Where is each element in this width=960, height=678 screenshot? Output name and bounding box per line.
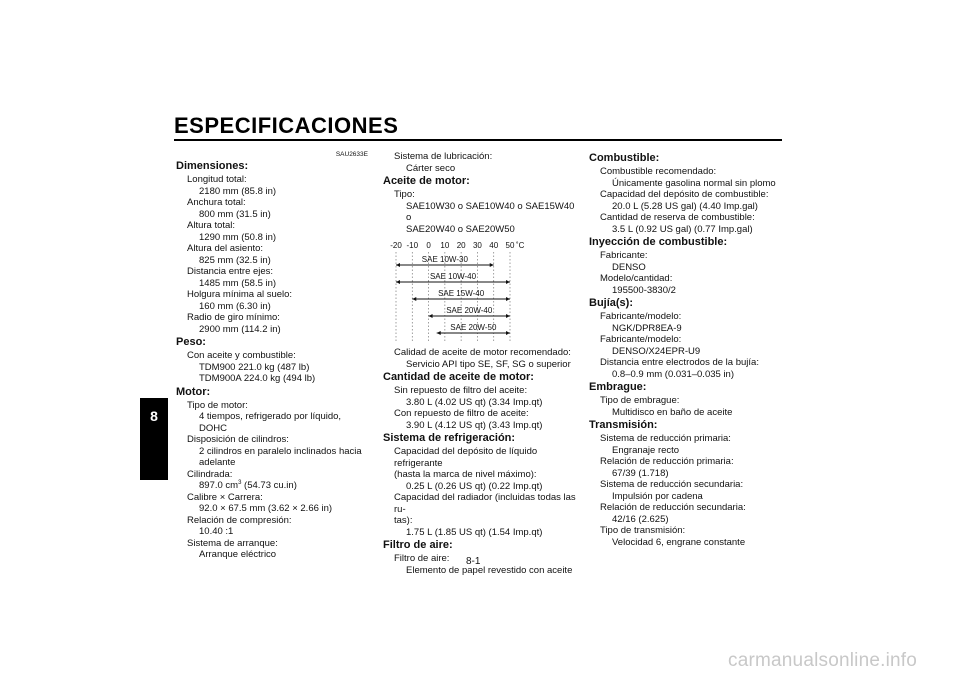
spec-text: Cantidad de reserva de combustible: <box>600 212 755 223</box>
spec-text: Altura total: <box>187 220 236 231</box>
spec-text: Servicio API tipo SE, SF, SG o superior <box>406 358 571 370</box>
section-heading <box>383 432 576 445</box>
spec-text: Altura del asiento: <box>187 243 264 254</box>
spec-value <box>176 457 368 469</box>
spec-value <box>176 526 368 538</box>
section-heading <box>589 297 781 310</box>
spec-text: Tipo de transmisión: <box>600 525 686 536</box>
spec-value <box>589 178 781 190</box>
spec-text: (hasta la marca de nivel máximo): <box>394 469 537 480</box>
spec-value <box>176 301 368 313</box>
section-heading <box>589 236 781 249</box>
viscosity-band-label: SAE 15W-40 <box>438 289 485 298</box>
spec-text: Capacidad del depósito de líquido refrigerante <box>394 446 538 469</box>
spec-text: 3.80 L (4.02 US qt) (3.34 Imp.qt) <box>406 396 543 408</box>
spec-value <box>589 323 781 335</box>
viscosity-band-label: SAE 20W-50 <box>450 323 497 332</box>
spec-text: Capacidad del depósito de combustible: <box>600 189 769 200</box>
spec-label <box>589 357 781 369</box>
spec-text: NGK/DPR8EA-9 <box>612 322 682 334</box>
spec-text: Radio de giro mínimo: <box>187 312 280 323</box>
spec-label <box>176 350 368 362</box>
spec-text: Filtro de aire: <box>394 553 450 564</box>
band-arrowhead <box>396 280 400 284</box>
viscosity-band-label: SAE 10W-30 <box>421 255 468 264</box>
spec-text: Arranque eléctrico <box>199 549 277 560</box>
spec-label <box>589 212 781 224</box>
spec-value <box>383 359 576 371</box>
spec-label <box>383 151 576 163</box>
spec-text: 10.40 :1 <box>199 526 234 537</box>
section-heading <box>176 336 368 349</box>
spec-column-2 <box>383 151 576 576</box>
spec-text: Velocidad 6, engrane constante <box>612 536 746 548</box>
spec-value <box>589 369 781 381</box>
temp-tick-label: 0 <box>426 241 431 250</box>
spec-text: Embrague: <box>589 381 647 393</box>
spec-value <box>176 411 368 434</box>
spec-label <box>589 250 781 262</box>
chapter-tab: 8 <box>140 398 168 480</box>
spec-text: Elemento de papel revestido con aceite <box>406 564 573 576</box>
spec-text: 2900 mm (114.2 in) <box>199 323 281 335</box>
spec-value <box>589 346 781 358</box>
spec-label <box>383 446 576 469</box>
viscosity-band-label: SAE 20W-40 <box>446 306 493 315</box>
spec-label <box>383 408 576 420</box>
spec-text: Distancia entre electrodos de la bujía: <box>600 357 759 368</box>
spec-label <box>589 273 781 285</box>
page-title: ESPECIFICACIONES <box>174 113 399 138</box>
spec-value <box>589 445 781 457</box>
spec-text: Sistema de arranque: <box>187 537 278 549</box>
spec-value <box>176 503 368 515</box>
band-arrowhead <box>437 331 441 335</box>
spec-text: 195500-3830/2 <box>612 284 676 296</box>
spec-value <box>176 324 368 336</box>
spec-text: Disposición de cilindros: <box>187 434 289 445</box>
spec-value <box>176 480 368 492</box>
spec-value <box>589 262 781 274</box>
spec-text: Fabricante/modelo: <box>600 311 682 322</box>
spec-value <box>383 420 576 432</box>
spec-value <box>589 514 781 526</box>
spec-text: SAE20W40 o SAE20W50 <box>406 223 515 235</box>
spec-text: 42/16 (2.625) <box>612 513 669 525</box>
spec-value <box>176 186 368 198</box>
band-arrowhead <box>412 297 416 301</box>
spec-value <box>589 201 781 213</box>
temp-unit: ˚C <box>516 241 525 250</box>
spec-label <box>589 166 781 178</box>
section-heading <box>383 539 576 552</box>
spec-text: Relación de reducción primaria: <box>600 456 734 467</box>
spec-text: DENSO <box>612 261 646 273</box>
spec-label <box>383 515 576 527</box>
section-heading <box>589 381 781 394</box>
spec-value <box>383 397 576 409</box>
spec-text: Dimensiones: <box>176 160 249 172</box>
spec-label <box>589 525 781 537</box>
spec-text: Con aceite y combustible: <box>187 350 296 361</box>
spec-text: 20.0 L (5.28 US gal) (4.40 Imp.gal) <box>612 200 758 212</box>
spec-text: Con repuesto de filtro de aceite: <box>394 408 529 419</box>
spec-text: Inyección de combustible: <box>589 236 728 248</box>
watermark: carmanualsonline.info <box>728 650 918 671</box>
spec-value <box>589 285 781 297</box>
spec-text: 2180 mm (85.8 in) <box>199 185 277 197</box>
superscript: 3 <box>238 479 242 486</box>
spec-label <box>383 189 576 201</box>
spec-text: Engranaje recto <box>612 444 680 456</box>
spec-label <box>176 220 368 232</box>
spec-text: adelante <box>199 457 236 468</box>
spec-label <box>383 385 576 397</box>
spec-label <box>589 479 781 491</box>
spec-text: Bujía(s): <box>589 297 633 309</box>
temp-tick-label: 50 <box>505 241 515 250</box>
spec-label <box>383 347 576 359</box>
spec-text: SAE10W30 o SAE10W40 o SAE15W40 o <box>406 200 575 223</box>
section-heading <box>383 371 576 384</box>
spec-label <box>176 266 368 278</box>
spec-text: 1.75 L (1.85 US qt) (1.54 Imp.qt) <box>406 526 543 538</box>
band-arrowhead <box>396 263 400 267</box>
spec-label <box>176 492 368 504</box>
spec-text: 1485 mm (58.5 in) <box>199 277 277 289</box>
spec-text: Cárter seco <box>406 162 456 174</box>
spec-text: Tipo de motor: <box>187 399 248 411</box>
spec-text: Sistema de reducción primaria: <box>600 433 731 444</box>
band-arrowhead <box>506 280 510 284</box>
spec-text: Cantidad de aceite de motor: <box>383 371 534 383</box>
spec-text: Únicamente gasolina normal sin plomo <box>612 177 776 189</box>
spec-value <box>589 224 781 236</box>
spec-text: Combustible: <box>589 152 660 164</box>
band-arrowhead <box>490 263 494 267</box>
spec-text: Longitud total: <box>187 174 247 185</box>
page-number: 8-1 <box>466 556 481 567</box>
spec-text: Cilindrada: <box>187 468 233 480</box>
spec-text: Sistema de refrigeración: <box>383 432 516 444</box>
spec-text: 67/39 (1.718) <box>612 467 669 479</box>
spec-text: 800 mm (31.5 in) <box>199 208 271 220</box>
spec-text: Holgura mínima al suelo: <box>187 289 293 300</box>
spec-value <box>176 255 368 267</box>
doc-code: SAU2633E <box>335 151 368 158</box>
spec-label <box>176 174 368 186</box>
temp-tick-label: 20 <box>456 241 466 250</box>
spec-value <box>176 209 368 221</box>
spec-text: Modelo/cantidad: <box>600 273 673 284</box>
spec-text: 4 tiempos, refrigerado por líquido, DOHC <box>199 411 342 434</box>
spec-column-3 <box>589 151 781 548</box>
spec-text: Aceite de motor: <box>383 175 470 187</box>
spec-text: 897.0 cm <box>199 480 239 491</box>
spec-label <box>589 189 781 201</box>
section-heading <box>589 152 781 165</box>
spec-label <box>589 334 781 346</box>
spec-text: Sistema de reducción secundaria: <box>600 479 744 490</box>
spec-text: 3.5 L (0.92 US gal) (0.77 Imp.gal) <box>612 223 753 235</box>
title-rule <box>174 139 782 141</box>
viscosity-band-label: SAE 10W-40 <box>429 272 477 281</box>
spec-label <box>176 515 368 527</box>
band-arrowhead <box>506 331 510 335</box>
band-arrowhead <box>506 314 510 318</box>
section-heading <box>176 160 368 173</box>
spec-label <box>176 434 368 446</box>
spec-text: 3.90 L (4.12 US qt) (3.43 Imp.qt) <box>406 419 543 431</box>
spec-label <box>589 395 781 407</box>
spec-text-suffix: (54.73 cu.in) <box>241 480 297 491</box>
spec-value <box>383 527 576 539</box>
section-heading <box>383 175 576 188</box>
spec-text: Distancia entre ejes: <box>187 266 274 277</box>
band-arrowhead <box>429 314 433 318</box>
spec-value <box>383 481 576 493</box>
spec-value <box>589 491 781 503</box>
spec-text: Fabricante: <box>600 250 648 261</box>
spec-value <box>589 468 781 480</box>
spec-text: Motor: <box>176 385 211 398</box>
spec-text: 0.25 L (0.26 US qt) (0.22 Imp.qt) <box>406 480 543 492</box>
spec-value <box>176 549 368 561</box>
spec-value <box>176 278 368 290</box>
spec-label <box>176 197 368 209</box>
spec-text: TDM900 221.0 kg (487 lb) <box>199 361 310 373</box>
spec-value <box>589 407 781 419</box>
spec-text: tas): <box>394 515 413 526</box>
temp-tick-label: 30 <box>472 241 482 250</box>
spec-label <box>383 492 576 515</box>
spec-text: Impulsión por cadena <box>612 490 703 502</box>
spec-value <box>589 537 781 549</box>
spec-text: Filtro de aire: <box>383 539 453 551</box>
spec-text: Capacidad del radiador (incluidas todas las ru- <box>394 492 576 515</box>
spec-text: Anchura total: <box>187 197 246 208</box>
spec-text: Sistema de lubricación: <box>394 151 493 162</box>
section-heading <box>589 419 781 432</box>
spec-text: Calidad de aceite de motor recomendado: <box>394 347 571 358</box>
spec-text: DENSO/X24EPR-U9 <box>612 345 701 357</box>
spec-value <box>383 163 576 175</box>
spec-label <box>589 311 781 323</box>
section-heading <box>176 386 368 399</box>
spec-text: Calibre × Carrera: <box>187 491 263 503</box>
spec-value <box>383 224 576 236</box>
spec-text: Fabricante/modelo: <box>600 334 682 345</box>
spec-text: Transmisión: <box>589 419 658 431</box>
spec-label <box>383 469 576 481</box>
spec-text: Relación de reducción secundaria: <box>600 502 746 513</box>
spec-text: TDM900A 224.0 kg (494 lb) <box>199 373 316 384</box>
spec-value <box>383 201 576 224</box>
spec-label <box>176 400 368 412</box>
spec-label <box>589 502 781 514</box>
spec-value <box>176 446 368 458</box>
spec-column-1 <box>176 151 368 561</box>
spec-text: Combustible recomendado: <box>600 166 717 177</box>
spec-value <box>176 362 368 374</box>
spec-value <box>176 232 368 244</box>
spec-label <box>176 312 368 324</box>
spec-label <box>176 469 368 481</box>
spec-text: 1290 mm (50.8 in) <box>199 231 277 243</box>
spec-text: Multidisco en baño de aceite <box>612 406 733 418</box>
spec-text: 2 cilindros en paralelo inclinados hacia <box>199 445 362 457</box>
spec-value <box>176 373 368 385</box>
spec-text: 0.8–0.9 mm (0.031–0.035 in) <box>612 368 734 380</box>
temp-tick-label: -20 <box>390 241 402 250</box>
spec-label <box>589 456 781 468</box>
spec-text: 160 mm (6.30 in) <box>199 300 271 312</box>
temp-tick-label: 10 <box>440 241 450 250</box>
spec-label <box>176 243 368 255</box>
band-arrowhead <box>506 297 510 301</box>
oil-viscosity-chart <box>388 239 538 345</box>
spec-text: 92.0 × 67.5 mm (3.62 × 2.66 in) <box>199 503 333 514</box>
spec-text: Sin repuesto de filtro del aceite: <box>394 385 528 396</box>
spec-label <box>589 433 781 445</box>
spec-text: 825 mm (32.5 in) <box>199 254 271 266</box>
temp-tick-label: 40 <box>489 241 499 250</box>
spec-text: Tipo de embrague: <box>600 395 680 406</box>
temp-tick-label: -10 <box>406 241 419 250</box>
spec-label <box>176 538 368 550</box>
spec-text: Peso: <box>176 336 206 348</box>
spec-text: Tipo: <box>394 189 415 200</box>
spec-label <box>176 289 368 301</box>
spec-text: Relación de compresión: <box>187 514 292 526</box>
